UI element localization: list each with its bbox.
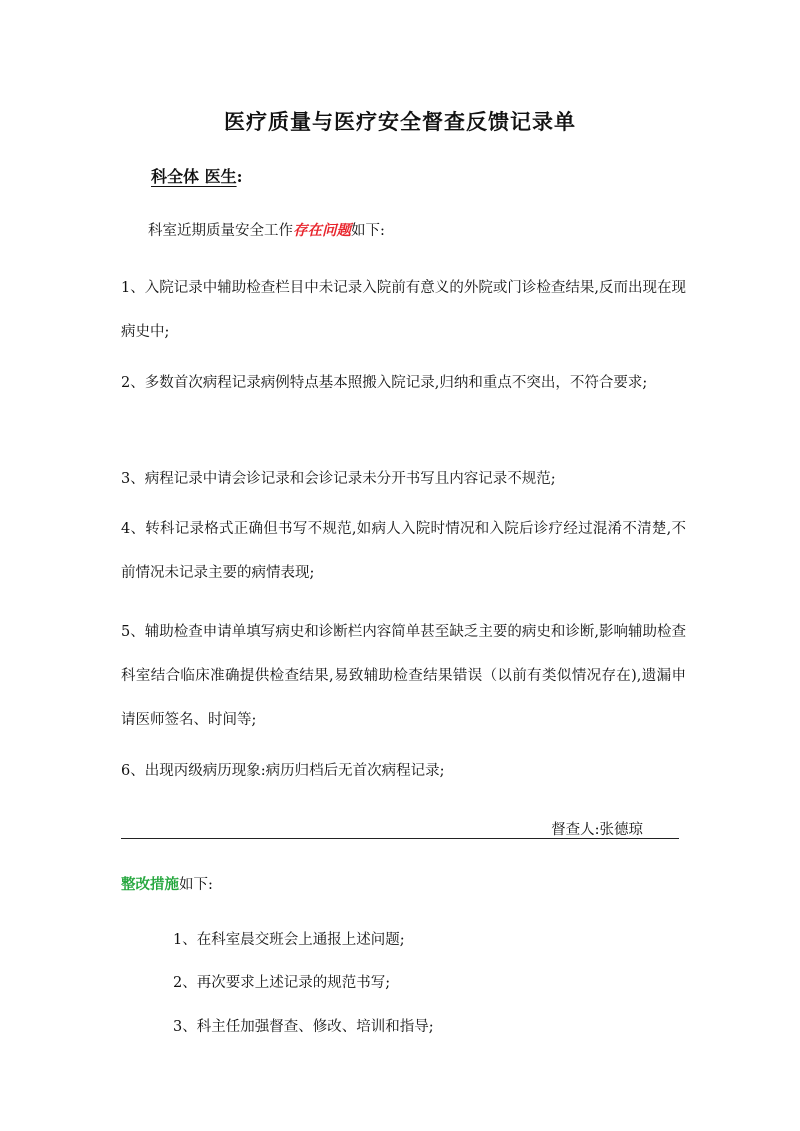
intro-after: 如下: [351,223,385,239]
addressee-text: 科全体 医生 [151,167,237,186]
addressee-line [129,164,242,187]
inspector-signature: 督查人:张德琼 [551,822,643,838]
problem-item-4: 4、转科记录格式正确但书写不规范,如病人入院时情况和入院后诊疗经过混淆不清楚,不前情况未记录主要的病情表现; [121,521,686,581]
measures-highlight: 整改措施 [121,876,179,893]
measure-item-1: 1、在科室晨交班会上通报上述问题; [173,932,405,948]
problem-item-6: 6、出现丙级病历现象:病历归档后无首次病程记录; [121,763,445,779]
addressee-underlined [129,167,237,186]
intro-before: 科室近期质量安全工作 [148,223,293,239]
problems-highlight: 存在问题 [293,222,351,239]
measure-item-3: 3、科主任加强督查、修改、培训和指导; [173,1019,434,1035]
measure-item-2: 2、再次要求上述记录的规范书写; [173,975,391,991]
problem-item-1: 1、入院记录中辅助检查栏目中未记录入院前有意义的外院或门诊检查结果,反而出现在现病史中; [121,280,686,340]
problem-item-2: 2、多数首次病程记录病例特点基本照搬入院记录,归纳和重点不突出，不符合要求; [121,375,648,391]
page-title: 医疗质量与医疗安全督查反馈记录单 [224,109,576,134]
addressee-suffix: : [236,167,243,186]
measures-heading [121,873,213,894]
problem-item-3: 3、病程记录中请会诊记录和会诊记录未分开书写且内容记录不规范; [121,471,556,487]
measures-after: 如下: [179,877,213,893]
problem-item-5: 5、辅助检查申请单填写病史和诊断栏内容简单甚至缺乏主要的病史和诊断,影响辅助检查科室结合临床准确提供检查结果,易致辅助检查结果错误（以前有类似情况存在),遗漏申请医师签名、时间等; [121,624,686,728]
inspector-signature-line [121,818,679,839]
intro-line [148,219,385,240]
